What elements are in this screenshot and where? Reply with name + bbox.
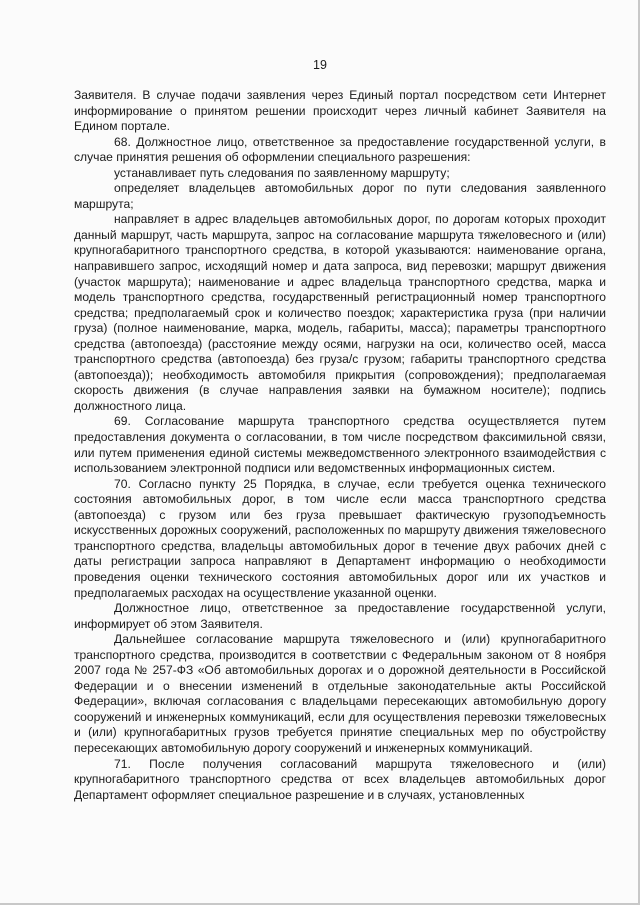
paragraph-68-owners: определяет владельцев автомобильных дорог по пути следования заявленного маршрута;	[74, 181, 606, 211]
paragraph-71: 71. После получения согласований маршрута тяжеловесного и (или) крупногабаритного транспортного средства от всех владельцев автомобильных дорог Департамент оформляет специальное разрешение и в случаях, установленных	[74, 756, 606, 802]
paragraph-70-further: Дальнейшее согласование маршрута тяжеловесного и (или) крупногабаритного транспортного средства, производится в соответствии с Федеральным законом от 8 ноября 2007 года № 257-ФЗ «Об автомобильных дорогах и о дорожной деятельности в Российской Федерации и о внесении изменений в отдельные законодательные акты Российской Федерации», включая согласования с владельцами пересекающих автомобильную дорогу сооружений и инженерных коммуникаций, если для осуществления перевозки тяжеловесных и (или) крупногабаритных грузов требуется принятие специальных мер по обустройству пересекающих автомобильную дорогу сооружений и инженерных коммуникаций.	[74, 632, 606, 755]
paragraph-68-request: направляет в адрес владельцев автомобильных дорог, по дорогам которых проходит данный маршрут, часть маршрута, запрос на согласование маршрута тяжеловесного и (или) крупногабаритного транспортного средства, в которой указываются: наименование органа, направившего запрос, исходящий номер и дата запроса, вид перевозки; маршрут движения (участок маршрута); наименование и адрес владельца транспортного средства, марка и модель транспортного средства, государственный регистрационный номер транспортного средства; предполагаемый срок и количество поездок; характеристика груза (при наличии груза) (полное наименование, марка, модель, габариты, масса); параметры транспортного средства (автопоезда) (расстояние между осями, нагрузки на оси, количество осей, масса транспортного средства (автопоезда) без груза/с грузом; габариты транспортного средства (автопоезда)); необходимость автомобиля прикрытия (сопровождения); предполагаемая скорость движения (в случае направления заявки на бумажном носителе); подпись должностного лица.	[74, 212, 606, 413]
paragraph-68: 68. Должностное лицо, ответственное за предоставление государственной услуги, в случае принятия решения об оформлении специального разрешения:	[74, 134, 606, 165]
paragraph-69: 69. Согласование маршрута транспортного средства осуществляется путем предоставления документа о согласовании, в том числе посредством факсимильной связи, или путем применения единой системы межведомственного электронного взаимодействия с использованием электронной подписи или ведомственных информационных систем.	[74, 414, 606, 476]
page-number: 19	[313, 58, 327, 72]
paragraph-68-route: устанавливает путь следования по заявленному маршруту;	[114, 165, 450, 180]
paragraph-70: 70. Согласно пункту 25 Порядка, в случае, если требуется оценка технического состояния автомобильных дорог, в том числе если масса транспортного средства (автопоезда) с грузом или без груза превышает фактическую грузоподъемность искусственных дорожных сооружений, расположенных по маршруту движения тяжеловесного транспортного средства, владельцы автомобильных дорог в течение двух рабочих дней с даты регистрации запроса направляют в Департамент информацию о необходимости проведения оценки технического состояния автомобильных дорог или их участков и предполагаемых расходах на осуществление указанной оценки.	[74, 476, 606, 600]
document-body	[74, 88, 606, 803]
paragraph-continuation: Заявителя. В случае подачи заявления через Единый портал посредством сети Интернет информирование о принятом решении происходит через личный кабинет Заявителя на Едином портале.	[74, 88, 606, 134]
paragraph-70-inform: Должностное лицо, ответственное за предоставление государственной услуги, информирует об этом Заявителя.	[74, 601, 606, 631]
